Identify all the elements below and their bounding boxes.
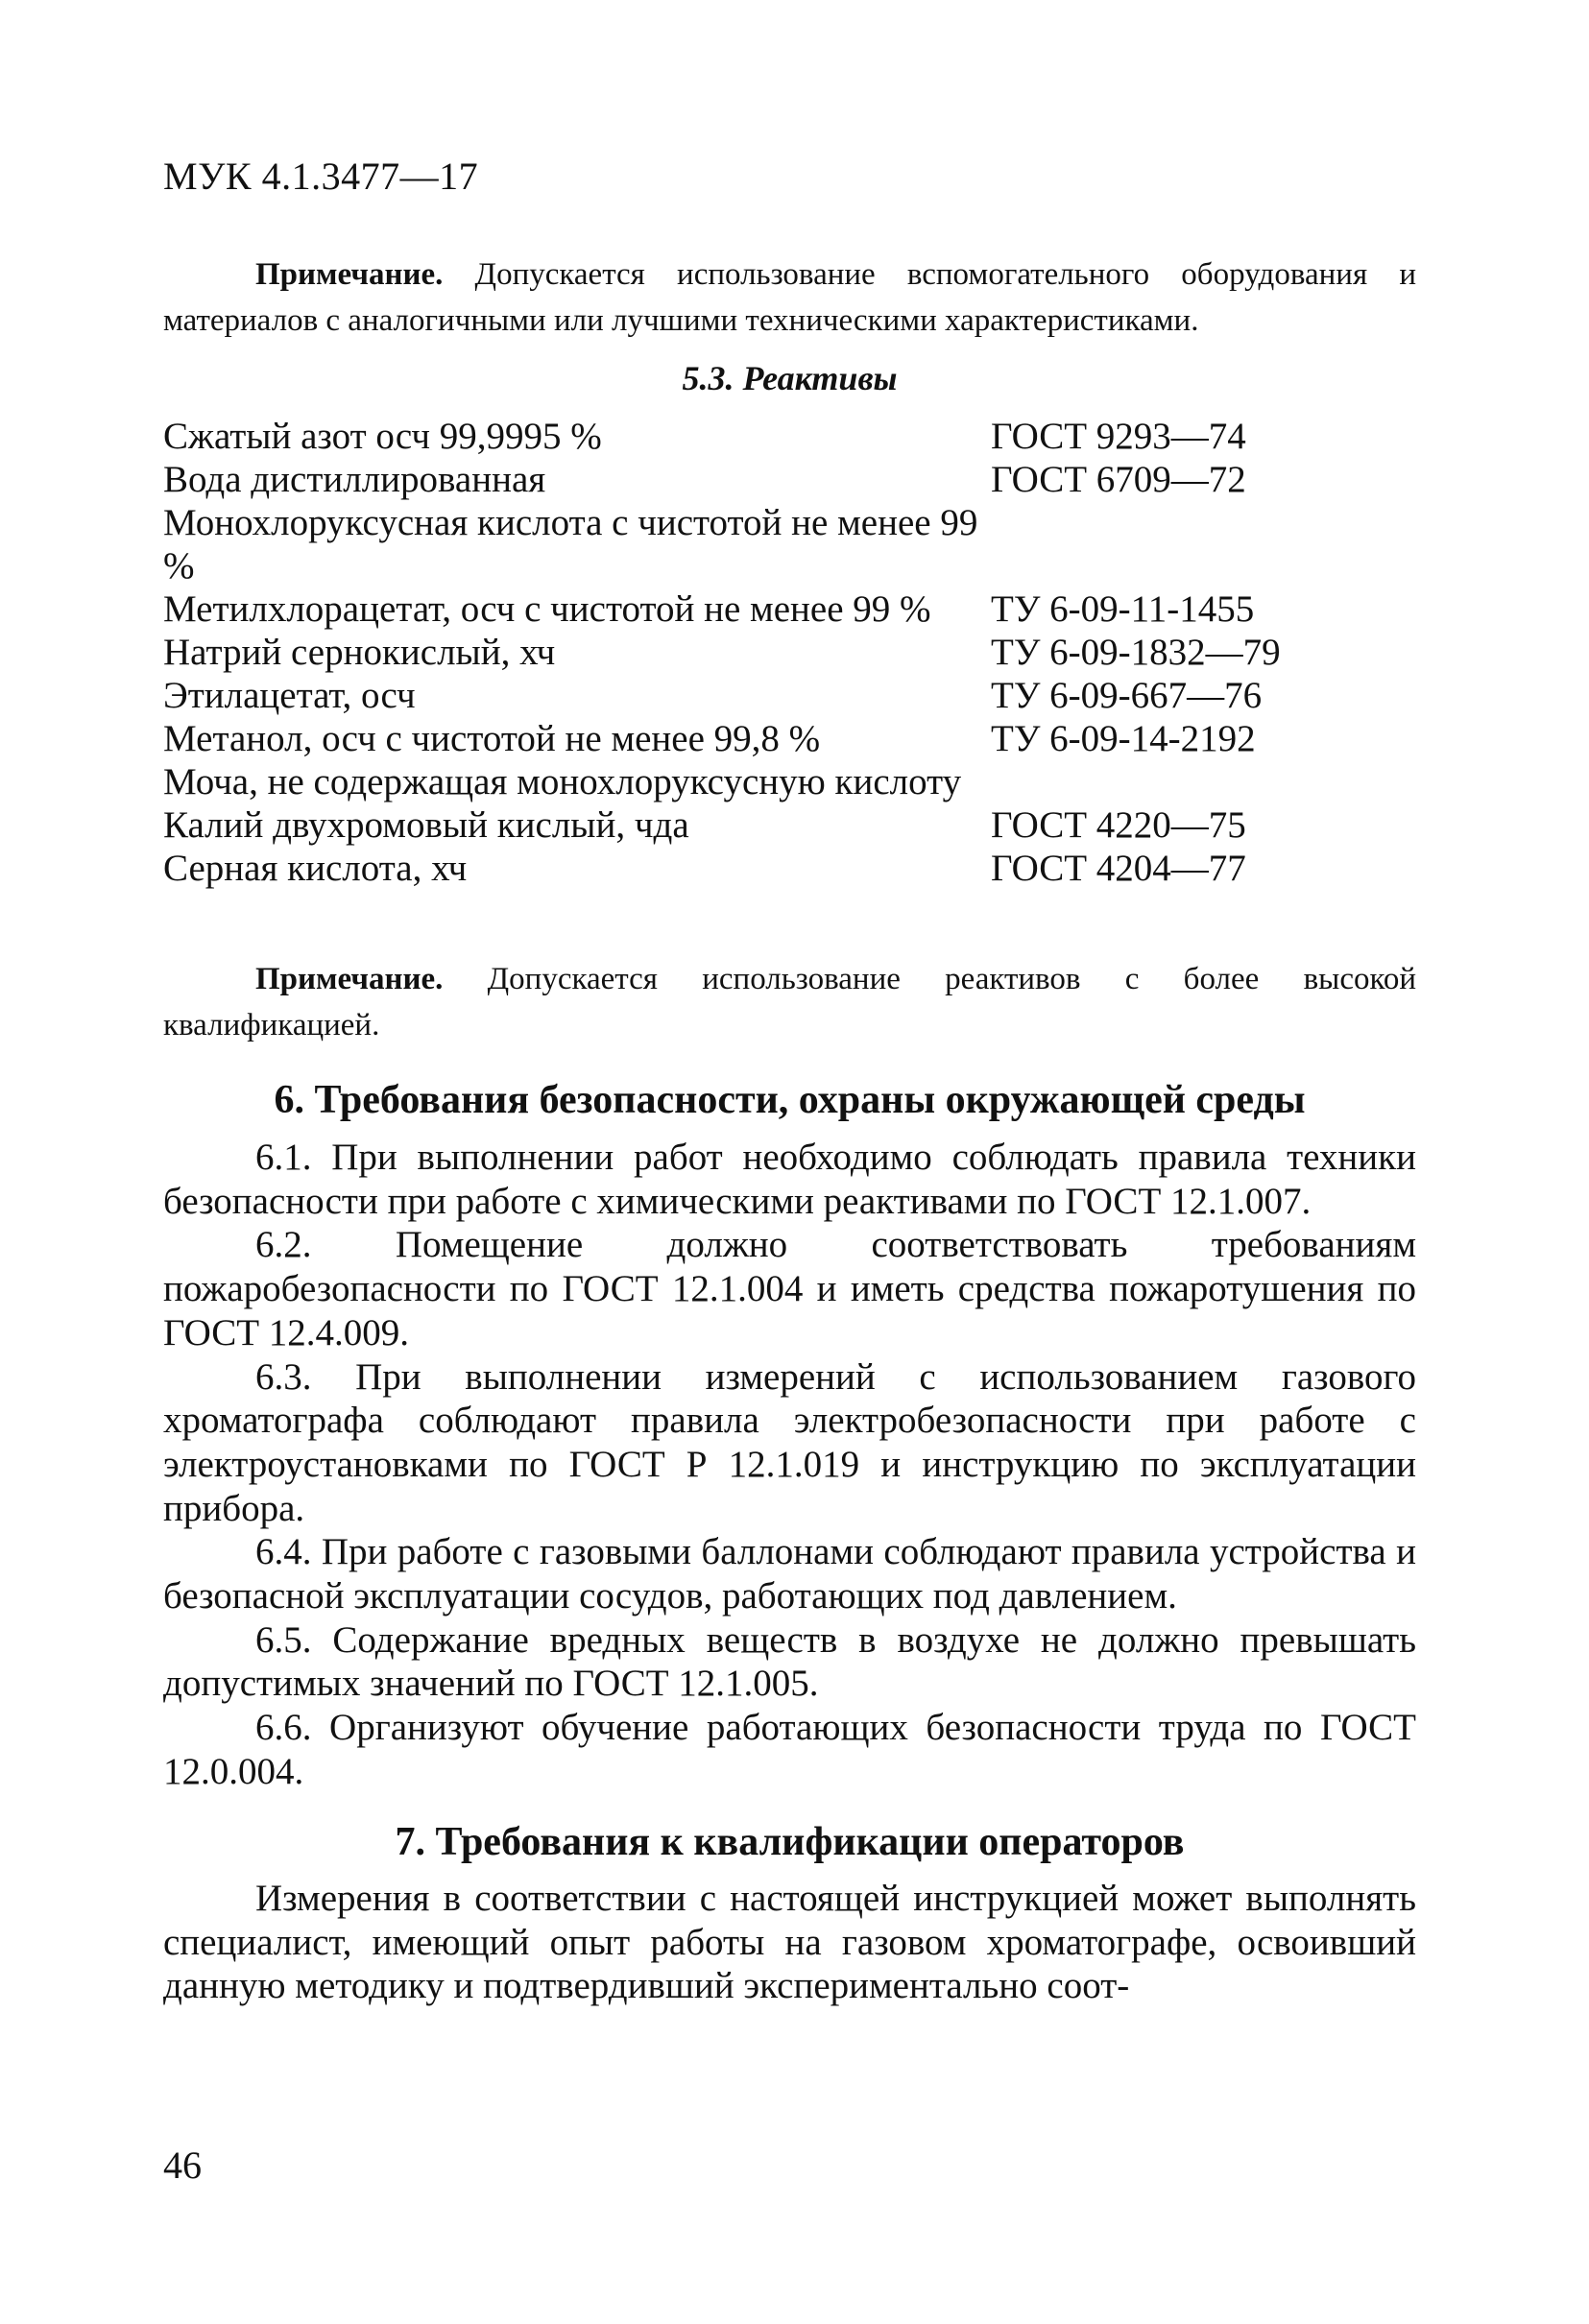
reagent-standard: ТУ 6-09-14-2192 [991, 718, 1256, 759]
paragraph: 6.3. При выполнении измерений с использованием газового хроматографа соблюдают правила электробезопасности при работе с электроустановками по ГОСТ Р 12.1.019 и инструкцию по эксплуатации прибора. [163, 1355, 1416, 1529]
reagent-name: Метанол, осч с чистотой не менее 99,8 % [163, 718, 821, 759]
reagent-row [163, 847, 1416, 890]
reagent-standard: ГОСТ 4220—75 [991, 804, 1246, 846]
reagent-name: Вода дистиллированная [163, 459, 546, 500]
note-text: Допускается использование вспомогательного оборудования и материалов с аналогичными или лучшими техническими характеристиками. [163, 257, 1416, 338]
reagent-name: Калий двухромовый кислый, чда [163, 804, 689, 846]
note-text: Допускается использование реактивов с более высокой квалификацией. [163, 962, 1416, 1042]
reagent-row [163, 631, 1416, 674]
reagent-row [163, 458, 1416, 501]
reagent-standard [991, 760, 1416, 803]
paragraph: 6.1. При выполнении работ необходимо соблюдать правила техники безопасности при работе с химическими реактивами по ГОСТ 12.1.007. [163, 1137, 1416, 1222]
paragraph: 6.4. При работе с газовыми баллонами соблюдают правила устройства и безопасной эксплуатации сосудов, работающих под давлением. [163, 1531, 1416, 1617]
reagent-standard: ГОСТ 6709—72 [991, 459, 1246, 500]
reagent-standard [991, 501, 1416, 587]
reagent-row [163, 501, 1416, 587]
reagent-name: Метилхлорацетат, осч с чистотой не менее 99 % [163, 588, 931, 630]
page-number: 46 [163, 2144, 202, 2187]
reagent-row [163, 717, 1416, 760]
reagent-row [163, 674, 1416, 717]
reagent-standard: ТУ 6-09-11-1455 [991, 588, 1255, 630]
reagent-standard: ГОСТ 9293—74 [991, 416, 1246, 457]
subsection-title: 5.3. Реактивы [682, 359, 898, 397]
reagent-name: Моча, не содержащая монохлоруксусную кислоту [163, 761, 962, 803]
reagent-name: Натрий сернокислый, хч [163, 632, 556, 673]
reagent-standard: ГОСТ 4204—77 [991, 848, 1246, 889]
reagent-row [163, 803, 1416, 847]
section-6-body [163, 1136, 1416, 1794]
reagent-name: Сжатый азот осч 99,9995 % [163, 416, 602, 457]
paragraph: 6.5. Содержание вредных веществ в воздухе не должно превышать допустимых значений по ГОСТ 12.1.005. [163, 1618, 1416, 1705]
section-7-body [163, 1877, 1416, 2008]
reagent-standard: ТУ 6-09-1832—79 [991, 632, 1281, 673]
section-7-title: 7. Требования к квалификации операторов [395, 1820, 1185, 1864]
reagent-name: Монохлоруксусная кислота с чистотой не менее 99 % [163, 502, 978, 587]
reagents-note [163, 956, 1416, 1048]
note-label: Примечание. [255, 257, 444, 292]
reagent-standard: ТУ 6-09-667—76 [991, 675, 1263, 716]
paragraph: 6.2. Помещение должно соответствовать требованиям пожаробезопасности по ГОСТ 12.1.004 и иметь средства пожаротушения по ГОСТ 12.4.009. [163, 1224, 1416, 1354]
section-6-title: 6. Требования безопасности, охраны окружающей среды [274, 1078, 1306, 1122]
reagents-table [163, 415, 1416, 890]
paragraph: 6.6. Организуют обучение работающих безопасности труда по ГОСТ 12.0.004. [163, 1707, 1416, 1792]
reagent-name: Этилацетат, осч [163, 675, 416, 716]
paragraph: Измерения в соответствии с настоящей инструкцией может выполнять специалист, имеющий опыт работы на газовом хроматографе, освоивший данную методику и подтвердивший экспериментально соот- [163, 1878, 1416, 2007]
note-label: Примечание. [255, 962, 444, 996]
reagent-row [163, 587, 1416, 631]
reagent-row [163, 760, 1416, 803]
equipment-note [163, 252, 1416, 344]
document-header: МУК 4.1.3477—17 [163, 155, 479, 198]
reagent-row [163, 415, 1416, 458]
reagent-name: Серная кислота, хч [163, 848, 468, 889]
